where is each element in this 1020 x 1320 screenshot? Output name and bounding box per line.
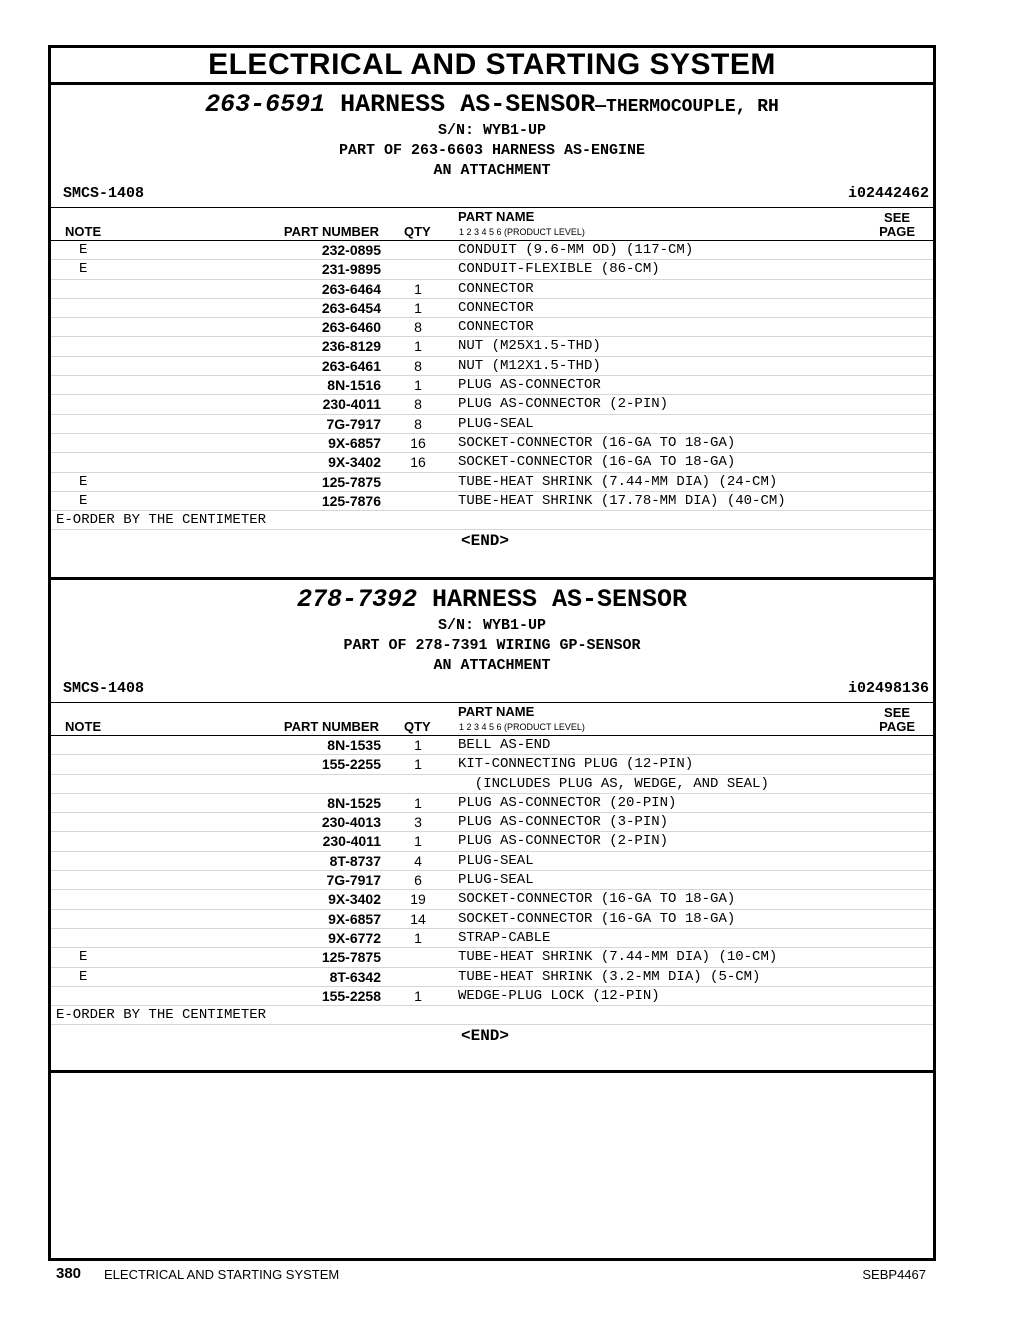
row-part-name: CONDUIT-FLEXIBLE (86-CM) (458, 261, 660, 278)
parts-table-row (51, 948, 933, 967)
row-qty: 1 (414, 756, 422, 773)
row-qty: 1 (414, 794, 422, 811)
row-part-name: CONNECTOR (458, 299, 534, 316)
row-part-number: 8N-1525 (327, 794, 381, 811)
assembly-description: HARNESS AS-SENSOR (432, 585, 688, 614)
row-part-name: PLUG AS-CONNECTOR (3-PIN) (458, 814, 669, 831)
row-part-number: 263-6460 (321, 319, 381, 336)
row-note: E (79, 242, 88, 258)
row-part-number: 263-6464 (321, 280, 381, 297)
row-part-number: 7G-7917 (326, 415, 381, 432)
column-product-level: 1 2 3 4 5 6 (PRODUCT LEVEL) (459, 227, 585, 237)
parts-table-row (51, 736, 933, 755)
row-note: E (79, 492, 88, 509)
row-part-number: 236-8129 (321, 338, 381, 355)
row-part-number: 125-7875 (321, 473, 381, 490)
parts-table-row (51, 453, 933, 472)
parts-table-row (51, 280, 933, 299)
assembly-description-suffix: —THERMOCOUPLE, RH (595, 97, 779, 117)
page-footer (56, 1265, 930, 1285)
row-part-name: PLUG AS-CONNECTOR (20-PIN) (458, 794, 677, 811)
row-part-number: 8T-6342 (329, 968, 381, 985)
row-part-name: TUBE-HEAT SHRINK (3.2-MM DIA) (5-CM) (458, 968, 761, 985)
parts-table-row (51, 318, 933, 337)
attachment-line: AN ATTACHMENT (433, 657, 551, 674)
parts-section (51, 91, 933, 580)
serial-number: S/N: WYB1-UP (437, 122, 547, 139)
row-part-number: 231-9895 (321, 261, 381, 278)
row-part-name: NUT (M25X1.5-THD) (458, 338, 601, 355)
parts-table-row (51, 929, 933, 948)
row-part-name: (INCLUDES PLUG AS, WEDGE, AND SEAL) (458, 775, 769, 792)
row-qty: 6 (414, 872, 422, 889)
parts-table-row (51, 241, 933, 260)
parts-table-row (51, 473, 933, 492)
row-part-name: CONNECTOR (458, 280, 534, 297)
row-qty: 4 (414, 852, 422, 869)
row-part-number: 7G-7917 (326, 872, 381, 889)
row-part-name: PLUG-SEAL (458, 852, 534, 869)
parts-table-row (51, 890, 933, 909)
row-qty: 19 (410, 891, 426, 908)
row-part-name: PLUG AS-CONNECTOR (2-PIN) (458, 396, 669, 413)
row-part-name: SOCKET-CONNECTOR (16-GA TO 18-GA) (458, 910, 736, 927)
column-note: NOTE (65, 224, 102, 239)
end-marker-row (51, 530, 933, 552)
row-part-name: WEDGE-PLUG LOCK (12-PIN) (458, 987, 660, 1004)
parts-table-row (51, 337, 933, 356)
assembly-description: HARNESS AS-SENSOR (340, 90, 596, 119)
parts-table-row (51, 376, 933, 395)
parts-table-row (51, 775, 933, 794)
parts-table-row (51, 395, 933, 414)
column-qty: QTY (404, 719, 431, 734)
column-see-page: SEE PAGE (879, 705, 915, 734)
column-part-number: PART NUMBER (283, 224, 379, 239)
part-of-line: PART OF 263-6603 HARNESS AS-ENGINE (338, 142, 646, 159)
attachment-line: AN ATTACHMENT (433, 162, 551, 179)
row-part-name: SOCKET-CONNECTOR (16-GA TO 18-GA) (458, 434, 736, 451)
row-part-number: 263-6461 (321, 357, 381, 374)
footer-section-name: ELECTRICAL AND STARTING SYSTEM (104, 1267, 340, 1282)
row-note: E (79, 473, 88, 490)
document-id: SEBP4467 (862, 1267, 926, 1282)
row-part-name: KIT-CONNECTING PLUG (12-PIN) (458, 756, 694, 773)
column-header (51, 703, 933, 736)
parts-table-row (51, 492, 933, 511)
assembly-part-number: 278-7392 (296, 585, 417, 614)
row-part-name: PLUG AS-CONNECTOR (458, 377, 601, 394)
parts-table-row (51, 260, 933, 279)
row-qty: 1 (414, 833, 422, 850)
row-qty: 8 (414, 396, 422, 413)
serial-number: S/N: WYB1-UP (437, 617, 547, 634)
row-part-number: 9X-6772 (328, 929, 381, 946)
row-part-name: CONDUIT (9.6-MM OD) (117-CM) (458, 242, 694, 258)
row-part-number: 125-7875 (321, 949, 381, 966)
row-part-number: 230-4011 (322, 833, 381, 850)
section-title (51, 91, 933, 121)
parts-table-row (51, 987, 933, 1006)
footnote: E-ORDER BY THE CENTIMETER (51, 511, 933, 530)
row-part-number: 8T-8737 (329, 852, 381, 869)
row-qty: 1 (414, 737, 422, 753)
row-part-number: 230-4011 (322, 396, 381, 413)
row-qty: 16 (410, 434, 426, 451)
end-marker: <END> (461, 1027, 510, 1046)
row-part-name: TUBE-HEAT SHRINK (7.44-MM DIA) (24-CM) (458, 473, 778, 490)
row-qty: 14 (410, 910, 426, 927)
row-qty: 1 (414, 377, 422, 394)
illustration-id: i02442462 (847, 185, 929, 202)
parts-table-row (51, 794, 933, 813)
parts-table-row (51, 832, 933, 851)
row-note: E (79, 968, 88, 985)
column-header (51, 208, 933, 241)
row-part-name: SOCKET-CONNECTOR (16-GA TO 18-GA) (458, 891, 736, 908)
row-qty: 8 (414, 415, 422, 432)
parts-page-frame (48, 45, 936, 1261)
column-see-page: SEE PAGE (879, 210, 915, 239)
row-part-number: 9X-6857 (328, 910, 381, 927)
row-part-name: TUBE-HEAT SHRINK (17.78-MM DIA) (40-CM) (458, 492, 786, 509)
column-note: NOTE (65, 719, 102, 734)
row-part-name: TUBE-HEAT SHRINK (7.44-MM DIA) (10-CM) (458, 949, 778, 966)
row-part-name: BELL AS-END (458, 737, 551, 753)
column-part-name: PART NAME (458, 209, 535, 224)
end-marker: <END> (461, 532, 510, 551)
row-part-name: PLUG-SEAL (458, 872, 534, 889)
row-part-number: 155-2258 (321, 987, 381, 1004)
row-qty: 1 (414, 280, 422, 297)
row-part-name: PLUG AS-CONNECTOR (2-PIN) (458, 833, 669, 850)
row-part-number: 9X-3402 (328, 891, 381, 908)
parts-table-row (51, 813, 933, 832)
parts-table-row (51, 852, 933, 871)
smcs-row (51, 676, 933, 703)
row-part-name: STRAP-CABLE (458, 929, 551, 946)
row-qty: 1 (414, 929, 422, 946)
row-part-number: 263-6454 (321, 299, 381, 316)
parts-table-row (51, 357, 933, 376)
row-part-name: SOCKET-CONNECTOR (16-GA TO 18-GA) (458, 454, 736, 471)
row-part-number: 155-2255 (321, 756, 381, 773)
page-number: 380 (56, 1265, 82, 1282)
smcs-code: SMCS-1408 (63, 185, 145, 202)
row-part-number: 9X-3402 (328, 454, 381, 471)
row-part-name: NUT (M12X1.5-THD) (458, 357, 601, 374)
end-marker-row (51, 1025, 933, 1047)
row-qty: 1 (414, 299, 422, 316)
column-product-level: 1 2 3 4 5 6 (PRODUCT LEVEL) (459, 722, 585, 732)
smcs-code: SMCS-1408 (63, 680, 145, 697)
parts-table-row (51, 415, 933, 434)
parts-table-row (51, 755, 933, 774)
row-part-number: 232-0895 (321, 242, 381, 258)
section-title (51, 586, 933, 616)
footnote: E-ORDER BY THE CENTIMETER (51, 1006, 933, 1025)
parts-table-row (51, 871, 933, 890)
column-part-number: PART NUMBER (283, 719, 379, 734)
column-part-name: PART NAME (458, 704, 535, 719)
parts-table-row (51, 968, 933, 987)
row-qty: 16 (410, 454, 426, 471)
parts-section (51, 586, 933, 1073)
row-part-number: 125-7876 (321, 492, 381, 509)
row-part-number: 9X-6857 (328, 434, 381, 451)
row-qty: 1 (414, 338, 422, 355)
page-title: ELECTRICAL AND STARTING SYSTEM (51, 48, 933, 85)
row-qty: 8 (414, 319, 422, 336)
column-qty: QTY (404, 224, 431, 239)
row-note: E (79, 261, 88, 278)
row-qty: 1 (414, 987, 422, 1004)
parts-table-row (51, 299, 933, 318)
part-of-line: PART OF 278-7391 WIRING GP-SENSOR (343, 637, 641, 654)
row-part-name: PLUG-SEAL (458, 415, 534, 432)
assembly-part-number: 263-6591 (205, 90, 326, 119)
parts-table-row (51, 434, 933, 453)
parts-table-row (51, 910, 933, 929)
smcs-row (51, 181, 933, 208)
row-note: E (79, 949, 88, 966)
row-part-number: 8N-1535 (327, 737, 381, 753)
illustration-id: i02498136 (847, 680, 929, 697)
row-part-name: CONNECTOR (458, 319, 534, 336)
row-part-number: 230-4013 (321, 814, 381, 831)
row-part-number: 8N-1516 (327, 377, 381, 394)
row-qty: 8 (414, 357, 422, 374)
row-qty: 3 (414, 814, 422, 831)
